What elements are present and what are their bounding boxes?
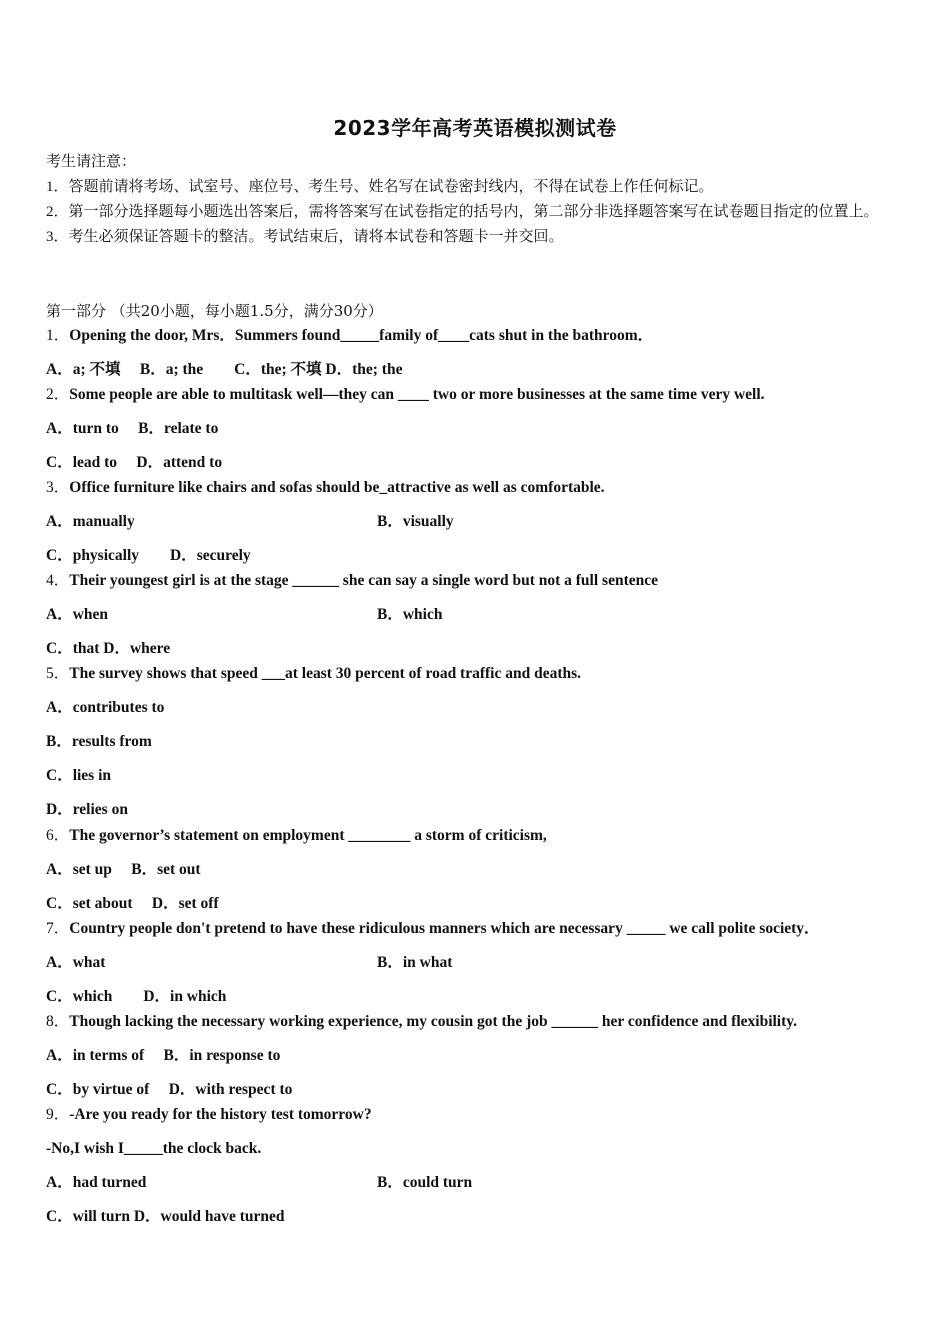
question-5-option-a: A．contributes to: [46, 699, 165, 716]
question-4-options-cd: C．that D．where: [46, 640, 171, 657]
question-4: 4．Their youngest girl is at the stage ______ she can say a single word but not a full sentence: [46, 572, 658, 589]
question-9-line-2: -No,I wish I_____the clock back.: [46, 1140, 262, 1157]
question-3-option-b: B．visually: [377, 513, 454, 530]
question-1-options: A．a; 不填 B．a; the C．the; 不填 D．the; the: [46, 361, 403, 378]
question-6: 6．The governor’s statement on employment ________ a storm of criticism,: [46, 827, 547, 844]
question-5: 5．The survey shows that speed ___at least 30 percent of road traffic and deaths.: [46, 665, 582, 682]
question-7: 7．Country people don't pretend to have these ridiculous manners which are necessary _____ we call polite society．: [46, 920, 820, 937]
question-8: 8．Though lacking the necessary working experience, my cousin got the job ______ her confidence and flexibility.: [46, 1013, 798, 1030]
notice-item: 3．考生必须保证答题卡的整洁。考试结束后，请将本试卷和答题卡一并交回。: [46, 229, 564, 245]
question-5-option-b: B．results from: [46, 733, 152, 750]
page-title: 2023学年高考英语模拟测试卷: [333, 116, 617, 140]
question-4-option-b: B．which: [377, 606, 443, 623]
question-9-options-cd: C．will turn D．would have turned: [46, 1208, 285, 1225]
section-heading: 第一部分 （共20小题，每小题1.5分，满分30分）: [46, 302, 383, 320]
question-9-option-b: B．could turn: [377, 1174, 473, 1191]
question-3: 3．Office furniture like chairs and sofas should be_attractive as well as comfortable.: [46, 479, 605, 496]
question-7-options-cd: C．which D．in which: [46, 988, 227, 1005]
question-6-options-ab: A．set up B．set out: [46, 861, 201, 878]
question-9-option-a: A．had turned: [46, 1174, 147, 1191]
question-3-options-cd: C．physically D．securely: [46, 547, 251, 564]
question-2: 2．Some people are able to multitask well—they can ____ two or more businesses at the same time very well.: [46, 386, 765, 403]
question-5-option-c: C．lies in: [46, 767, 112, 784]
question-2-options-cd: C．lead to D．attend to: [46, 454, 223, 471]
question-7-option-a: A．what: [46, 954, 106, 971]
question-8-options-cd: C．by virtue of D．with respect to: [46, 1081, 293, 1098]
notice-heading: 考生请注意：: [46, 154, 137, 170]
notice-block: [46, 150, 906, 250]
question-8-options-ab: A．in terms of B．in response to: [46, 1047, 281, 1064]
question-3-option-a: A．manually: [46, 513, 135, 530]
question-7-option-b: B．in what: [377, 954, 453, 971]
question-4-option-a: A．when: [46, 606, 109, 623]
question-1: 1．Opening the door, Mrs．Summers found_____family of____cats shut in the bathroom．: [46, 327, 654, 344]
notice-item: 1．答题前请将考场、试室号、座位号、考生号、姓名写在试卷密封线内，不得在试卷上作任何标记。: [46, 179, 714, 195]
question-9: 9．-Are you ready for the history test tomorrow?: [46, 1106, 372, 1123]
question-6-options-cd: C．set about D．set off: [46, 895, 219, 912]
question-2-options-ab: A．turn to B．relate to: [46, 420, 219, 437]
question-5-option-d: D．relies on: [46, 801, 128, 818]
notice-item: 2．第一部分选择题每小题选出答案后，需将答案写在试卷指定的括号内，第二部分非选择题答案写在试卷题目指定的位置上。: [46, 204, 879, 220]
